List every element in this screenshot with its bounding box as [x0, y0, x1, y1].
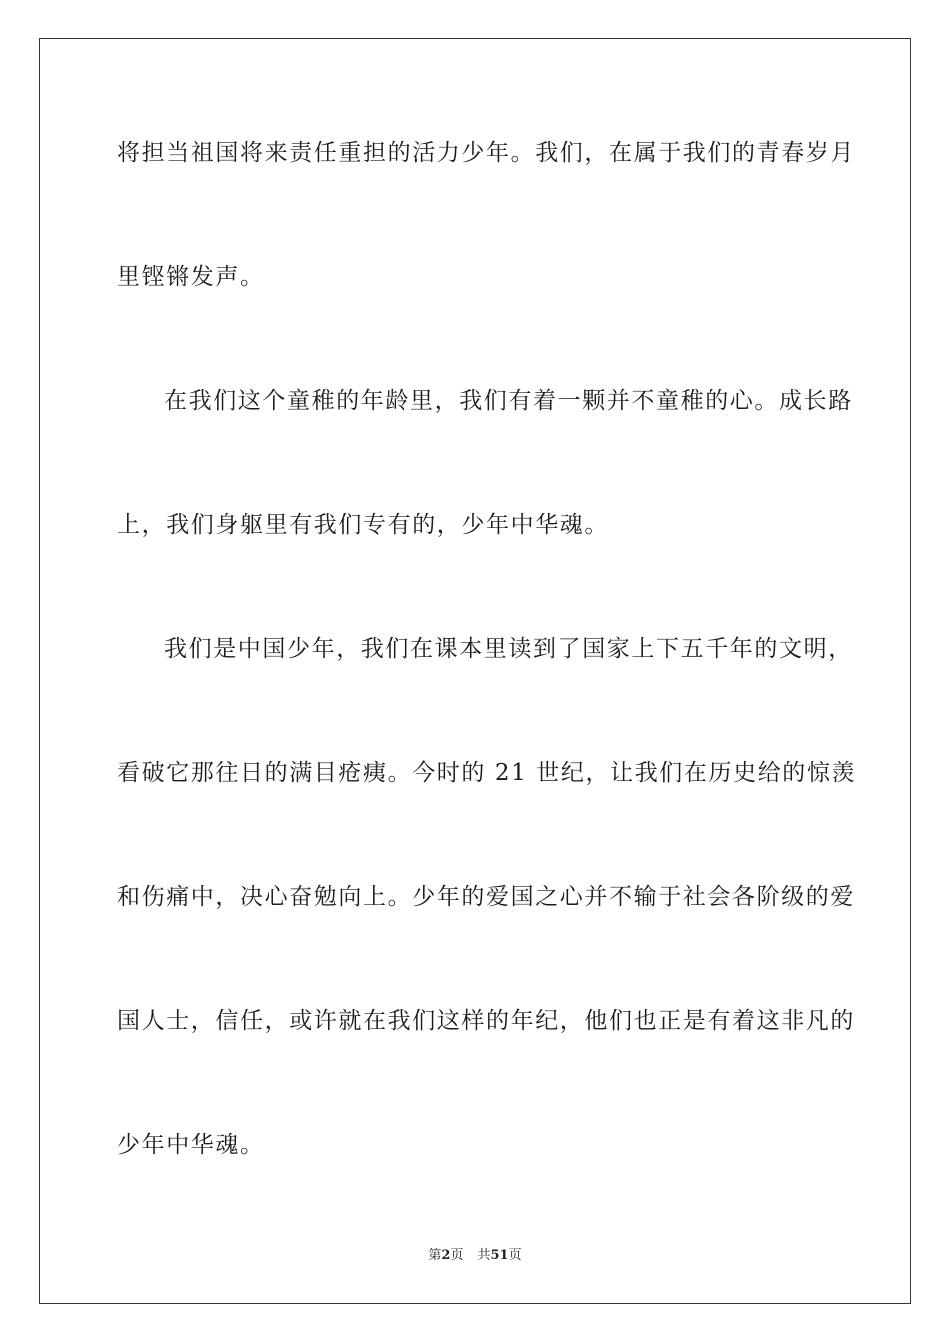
text-line-3: 在我们这个童稚的年龄里，我们有着一颗并不童稚的心。成长路	[164, 388, 853, 414]
text-line-8: 国人士，信任，或许就在我们这样的年纪，他们也正是有着这非凡的	[117, 1008, 855, 1034]
text-line-1: 将担当祖国将来责任重担的活力少年。我们，在属于我们的青春岁月	[117, 140, 855, 166]
total-prefix: 共	[477, 1248, 491, 1263]
text-line-7: 和伤痛中，决心奋勉向上。少年的爱国之心并不输于社会各阶级的爱	[117, 884, 855, 910]
page-frame	[39, 38, 911, 1304]
total-suffix: 页	[508, 1248, 522, 1263]
page-suffix: 页	[450, 1248, 464, 1263]
page-prefix: 第	[428, 1248, 442, 1263]
text-line-5: 我们是中国少年，我们在课本里读到了国家上下五千年的文明，	[164, 636, 853, 662]
text-line-2: 里铿锵发声。	[117, 264, 265, 290]
page-number: 2	[441, 1248, 451, 1263]
text-line-9: 少年中华魂。	[117, 1132, 265, 1158]
text-line-6: 看破它那往日的满目疮痍。今时的 21 世纪，让我们在历史给的惊羡	[117, 760, 857, 786]
text-line-4: 上，我们身躯里有我们专有的，少年中华魂。	[117, 512, 609, 538]
total-pages: 51	[490, 1248, 509, 1263]
page-footer	[0, 1247, 950, 1265]
